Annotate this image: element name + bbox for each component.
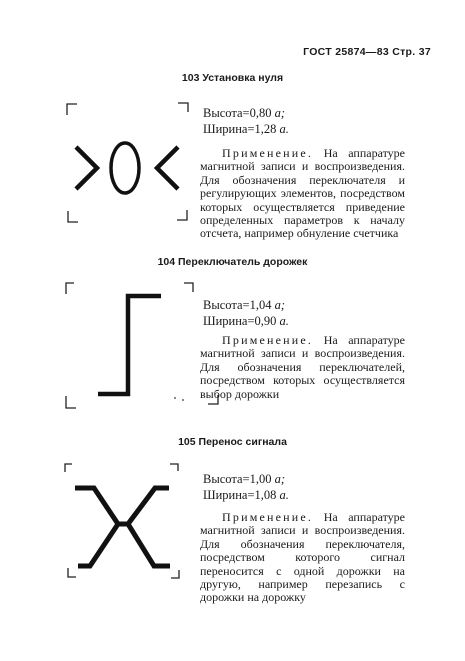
width-line: Ширина=1,08 а.	[203, 488, 289, 502]
track-switch-mark	[98, 296, 161, 394]
left-chevron-mark	[76, 147, 97, 189]
page-number: 37	[418, 46, 431, 58]
section-title-105: 105 Перенос сигнала	[178, 436, 287, 448]
description-105	[200, 511, 405, 605]
dimensions-103	[203, 105, 289, 137]
zero-reset-symbol	[60, 98, 195, 228]
height-line: Высота=1,04 а;	[203, 298, 286, 312]
width-line: Ширина=0,90 а.	[203, 314, 289, 328]
application-text: На аппаратуре магнитной записи и воспроизведения. Для обозначения переключателя и регулирующих элементов, посредством которых осуществляется приведение определенных параметров к началу отсчета, например обнуление счетчика	[200, 146, 405, 241]
dimensions-105	[203, 471, 289, 503]
description-103	[200, 147, 405, 241]
section-title-103: 103 Установка нуля	[181, 72, 284, 84]
signal-transfer-symbol	[58, 460, 190, 585]
frame-corners	[65, 464, 179, 578]
description-104	[200, 334, 405, 401]
application-label: Применение.	[222, 146, 314, 160]
height-line: Высота=1,00 а;	[203, 472, 286, 486]
frame-corners	[67, 103, 188, 222]
zero-ellipse-mark	[111, 143, 139, 193]
width-line: Ширина=1,28 а.	[203, 122, 289, 136]
signal-transfer-mark	[75, 488, 170, 566]
page-header	[303, 46, 431, 58]
application-text: На аппаратуре магнитной записи и воспроизведения. Для обозначения переключателей, посредством которых осуществляется выбор дорожки	[200, 333, 405, 401]
section-title-104: 104 Переключатель дорожек	[157, 256, 308, 268]
dimensions-104	[203, 297, 289, 329]
standard-number: ГОСТ 25874—83	[303, 46, 390, 58]
right-chevron-mark	[157, 147, 178, 189]
application-text: На аппаратуре магнитной записи и воспроизведения. Для обозначения переключателя, посредством которого сигнал переносится с одной дорожки на другую, например перезапись с дорожки на дорожку	[200, 510, 405, 605]
page-label: Стр.	[392, 46, 416, 58]
application-label: Применение.	[222, 333, 314, 347]
frame-corners	[66, 283, 218, 408]
height-line: Высота=0,80 а;	[203, 106, 286, 120]
application-label: Применение.	[222, 510, 314, 524]
